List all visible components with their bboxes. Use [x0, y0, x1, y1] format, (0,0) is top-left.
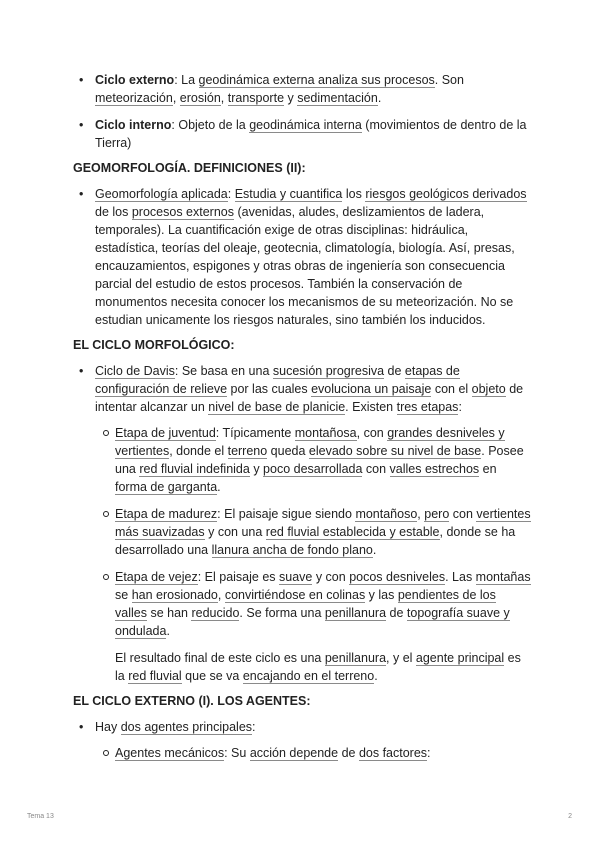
underlined-text: terreno	[227, 444, 268, 458]
text: ,	[217, 588, 225, 602]
underlined-text: sedimentación	[297, 91, 378, 105]
bullet-list-ciclo-morfologico	[73, 362, 531, 416]
underlined-text: red fluvial establecida y estable	[265, 525, 440, 539]
underlined-text: erosión	[179, 91, 221, 105]
list-item-ciclo-interno	[73, 116, 531, 152]
underlined-text: geodinámica externa analiza sus procesos	[198, 73, 435, 87]
underlined-text: Etapa de juventud	[115, 426, 216, 440]
underlined-text: agente principal	[415, 651, 505, 665]
sub-list-etapas	[73, 424, 531, 640]
underlined-text: Estudia y cuantifica	[234, 187, 343, 201]
list-item-ciclo-externo	[73, 71, 531, 107]
term-ciclo-externo: Ciclo externo	[95, 73, 175, 87]
text: Hay	[95, 720, 121, 734]
text: de intentar alcanzar un	[95, 382, 524, 414]
text: , con	[356, 426, 388, 440]
sub-item-agentes-mecanicos	[73, 744, 531, 762]
underlined-text: pocos desniveles	[349, 570, 446, 584]
text: queda	[267, 444, 309, 458]
underlined-text: pendientes de los valles	[115, 588, 496, 620]
underlined-text: geodinámica interna	[249, 118, 362, 132]
underlined-text: grandes desniveles y vertientes	[115, 426, 505, 458]
text: . Las	[445, 570, 476, 584]
text: : Su	[224, 746, 250, 760]
sub-item-etapa-juventud	[73, 424, 531, 496]
text: y con una	[204, 525, 266, 539]
text: ,	[220, 91, 228, 105]
underlined-text: poco desarrollada	[263, 462, 363, 476]
text: :	[427, 746, 431, 760]
text: . Son	[434, 73, 464, 87]
text: :	[227, 187, 235, 201]
bullet-list-agentes	[73, 718, 531, 736]
underlined-text: procesos externos	[131, 205, 234, 219]
bullet-list-ciclos	[73, 71, 531, 152]
text: con el	[431, 382, 472, 396]
sub-item-etapa-madurez	[73, 505, 531, 559]
text: y las	[365, 588, 398, 602]
text: :	[252, 720, 256, 734]
underlined-text: red fluvial indefinida	[139, 462, 250, 476]
underlined-text: Etapa de vejez	[115, 570, 198, 584]
sub-item-etapa-vejez	[73, 568, 531, 640]
text: :	[458, 400, 462, 414]
text: de los	[95, 205, 132, 219]
underlined-text: Agentes mecánicos	[115, 746, 225, 760]
underlined-text: suave	[279, 570, 313, 584]
text: ,	[417, 507, 425, 521]
text: y con	[312, 570, 350, 584]
section-heading-ciclo-externo: EL CICLO EXTERNO (I). LOS AGENTES:	[73, 694, 311, 708]
underlined-text: pero	[424, 507, 450, 521]
text: . Existen	[345, 400, 397, 414]
text: ,	[172, 91, 180, 105]
text: de	[338, 746, 359, 760]
text: . Se forma una	[239, 606, 325, 620]
underlined-text: penillanura	[324, 651, 387, 665]
text: se han	[146, 606, 192, 620]
text: : Se basa en una	[174, 364, 273, 378]
text: de	[386, 606, 407, 620]
text: : Objeto de la	[171, 118, 250, 132]
text: , y el	[386, 651, 416, 665]
text: . Posee una	[115, 444, 524, 476]
underlined-text: nivel de base de planicie	[208, 400, 346, 414]
underlined-text: Geomorfología aplicada	[95, 187, 228, 201]
text: en	[479, 462, 497, 476]
list-item-geomorfologia-aplicada	[73, 185, 531, 329]
text: (avenidas, aludes, deslizamientos de ladera, temporales). La cuantificación exige de otras disciplinas: hidráulica, estadística, teorías del oleaje, geotecnia, climatología, biología. Así, presas, encauzamientos, espigones y otras obras de ingeniería son consecuencia parcial del estudio de estos procesos. También la conservación de monumentos necesita conocer los mecanismos de su meteorización. No se estudian unicamente los riesgos naturales, sino también los inducidos.	[95, 205, 515, 327]
underlined-text: dos agentes principales	[120, 720, 253, 734]
text: y	[284, 91, 298, 105]
text: : El paisaje es	[197, 570, 279, 584]
text: los	[342, 187, 366, 201]
text: El resultado final de este ciclo es una	[115, 651, 325, 665]
text: .	[217, 480, 221, 494]
text: se	[115, 588, 132, 602]
underlined-text: reducido	[191, 606, 240, 620]
text: , donde el	[169, 444, 228, 458]
text: que se va	[181, 669, 243, 683]
underlined-text: elevado sobre su nivel de base	[308, 444, 482, 458]
underlined-text: topografía suave y ondulada	[115, 606, 510, 638]
underlined-text: montañosa	[294, 426, 357, 440]
sub-list-agentes	[73, 744, 531, 762]
underlined-text: montañas	[475, 570, 531, 584]
text: : Típicamente	[215, 426, 295, 440]
underlined-text: montañoso	[355, 507, 418, 521]
underlined-text: Etapa de madurez	[115, 507, 218, 521]
underlined-text: etapas de configuración de relieve	[95, 364, 460, 396]
text: .	[166, 624, 170, 638]
text: con	[362, 462, 390, 476]
underlined-text: valles estrechos	[389, 462, 480, 476]
page-number: 2	[568, 813, 572, 820]
underlined-text: Ciclo de Davis	[95, 364, 175, 378]
text: .	[372, 543, 377, 557]
text: es la	[115, 651, 521, 683]
underlined-text: riesgos geológicos derivados	[365, 187, 527, 201]
bullet-list-geomorfologia	[73, 185, 531, 329]
text: .	[377, 91, 382, 105]
underlined-text: red fluvial	[128, 669, 182, 683]
text: de	[384, 364, 405, 378]
underlined-text: convirtiéndose en colinas	[224, 588, 366, 602]
underlined-text: evoluciona un paisaje	[311, 382, 432, 396]
result-paragraph	[73, 649, 531, 685]
text: : El paisaje sigue siendo	[217, 507, 356, 521]
text: y	[249, 462, 264, 476]
list-item-dos-agentes	[73, 718, 531, 736]
section-heading-ciclo-morfologico: EL CICLO MORFOLÓGICO:	[73, 338, 235, 352]
underlined-text: acción depende	[249, 746, 339, 760]
underlined-text: llanura ancha de fondo plano	[211, 543, 373, 557]
text: (movimientos de dentro de la Tierra)	[95, 118, 527, 150]
underlined-text: vertientes más suavizadas	[115, 507, 531, 539]
text: .	[374, 669, 378, 683]
text: con	[449, 507, 477, 521]
underlined-text: penillanura	[324, 606, 387, 620]
list-item-ciclo-davis	[73, 362, 531, 416]
underlined-text: tres etapas	[396, 400, 459, 414]
underlined-text: han erosionado	[131, 588, 218, 602]
footer-left-label: Tema 13	[27, 813, 54, 820]
text: , donde se ha desarrollado una	[115, 525, 516, 557]
text: por las cuales	[227, 382, 312, 396]
underlined-text: objeto	[471, 382, 506, 396]
page-content	[73, 71, 531, 762]
term-ciclo-interno: Ciclo interno	[95, 118, 172, 132]
underlined-text: sucesión progresiva	[272, 364, 385, 378]
underlined-text: meteorización	[95, 91, 173, 105]
underlined-text: encajando en el terreno	[242, 669, 375, 683]
underlined-text: forma de garganta	[115, 480, 218, 494]
section-heading-geomorfologia: GEOMORFOLOGÍA. DEFINICIONES (II):	[73, 161, 306, 175]
underlined-text: dos factores	[358, 746, 428, 760]
text: : La	[174, 73, 199, 87]
underlined-text: transporte	[227, 91, 285, 105]
